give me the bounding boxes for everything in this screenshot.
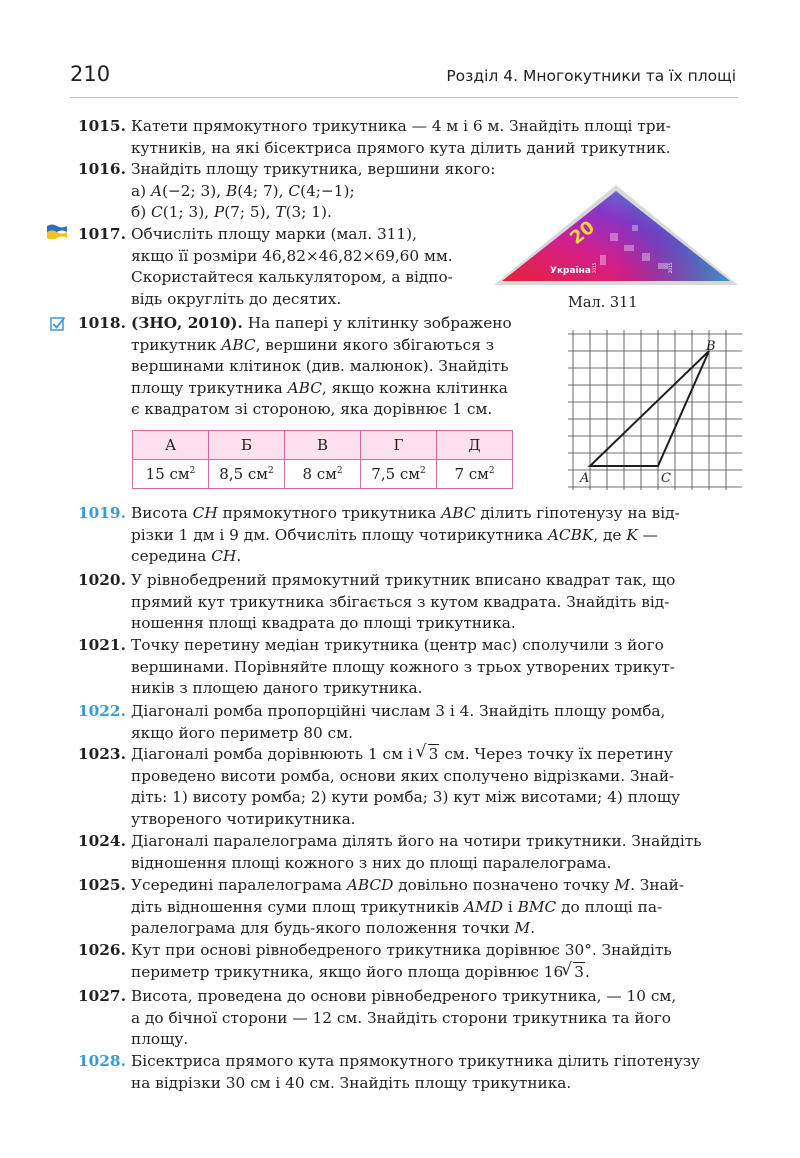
chapter-title: Розділ 4. Многокутники та їх площі (446, 67, 736, 85)
problem-text-line: різки 1 дм і 9 дм. Обчисліть площу чотирикутника ACBK, де K — (131, 525, 658, 544)
problem-text-line: Точку перетину медіан трикутника (центр мас) сполучили з його (131, 636, 664, 654)
problem-1027 (78, 986, 738, 1051)
header-divider (70, 97, 738, 98)
problem-number: 1015. (78, 117, 126, 135)
problem-text-line: Усередині паралелограма ABCD довільно позначено точку M. Знай- (131, 876, 684, 894)
problem-text-line: трикутник ABC, вершини якого збігаються з (131, 335, 495, 354)
problem-text-line: Бісектриса прямого кута прямокутного трикутника ділить гіпотенузу (131, 1052, 701, 1070)
answer-option-value: 15 $см^2$ (133, 460, 209, 489)
vertex-label-a: A (580, 471, 590, 486)
problem-text-line: Обчисліть площу марки (мал. 311), (131, 225, 417, 243)
problem-number: 1028. (78, 1052, 126, 1070)
problem-text-line: відь округліть до десятих. (131, 289, 342, 308)
grid-triangle-figure (566, 330, 744, 490)
problem-text-line: ношення площі квадрата до площі трикутника. (131, 614, 516, 632)
problem-text-line: а до бічної сторони — 12 см. Знайдіть сторони трикутника та його (131, 1008, 671, 1027)
problem-text-line: середина CH. (131, 547, 242, 565)
answer-option-header: А (133, 431, 209, 460)
problem-text-line: якщо його периметр 80 см. (131, 723, 353, 742)
problem-text-line: Висота CH прямокутного трикутника ABC ділить гіпотенузу на від- (131, 504, 680, 522)
problem-1015 (78, 116, 738, 159)
problem-text-line: периметр трикутника, якщо його площа дорівнює 16√ 3. (131, 962, 738, 984)
problem-text-line: Знайдіть площу трикутника, вершини якого: (131, 160, 496, 178)
problem-text-line: вершинами. Порівняйте площу кожного з трьох утворених трикут- (131, 657, 675, 676)
problem-text-line: є квадратом зі стороною, яка дорівнює 1 см. (131, 400, 493, 418)
problem-number: 1022. (78, 702, 126, 720)
page-number: 210 (70, 62, 111, 86)
sqrt-symbol: √ 3 (563, 963, 585, 981)
stamp-denomination: 20 (566, 216, 599, 249)
problem-1019 (78, 503, 738, 568)
problem-text-line: а) A(−2; 3), B(4; 7), C(4;−1); (131, 181, 355, 200)
figure-caption: Мал. 311 (568, 295, 638, 311)
problem-1017 (78, 224, 478, 310)
problem-1021 (78, 635, 738, 700)
problem-number: 1024. (78, 832, 126, 850)
checkbox-icon (50, 316, 66, 332)
problem-text-line: вершинами клітинок (див. малюнок). Знайдіть (131, 357, 509, 375)
problem-1022 (78, 701, 738, 744)
problem-number: 1021. (78, 636, 126, 654)
stamp-year-left: 2015 (592, 262, 597, 273)
answer-option-header: Б (209, 431, 285, 460)
problem-text-line: Діагоналі ромба пропорційні числам 3 і 4. Знайдіть площу ромба, (131, 702, 666, 720)
problem-text-line: площу. (131, 1030, 189, 1048)
problem-text-line: (ЗНО, 2010). На папері у клітинку зображено (131, 314, 512, 332)
answer-option-header: В (285, 431, 361, 460)
problem-text-line: Діагоналі паралелограма ділять його на чотири трикутники. Знайдіть (131, 832, 702, 850)
problem-number: 1018. (78, 314, 126, 332)
stamp-country: Україна (550, 266, 591, 276)
problem-1028 (78, 1051, 738, 1094)
answer-option-header: Д (437, 431, 513, 460)
table-row (133, 460, 513, 489)
problem-text-line: ників з площею даного трикутника. (131, 679, 423, 697)
problem-number: 1019. (78, 504, 126, 522)
vertex-label-c: C (661, 471, 671, 486)
problem-text-line: Діагоналі ромба дорівнюють 1 см і √ 3 см. Через точку їх перетину (131, 744, 738, 766)
ukraine-flag-icon (46, 223, 68, 241)
problem-text-line: проведено висоти ромба, основи яких сполучено відрізками. Знай- (131, 766, 675, 785)
problem-number: 1025. (78, 876, 126, 894)
answer-option-value: 7 $см^2$ (437, 460, 513, 489)
problem-number: 1016. (78, 160, 126, 178)
vertex-label-b: B (706, 339, 716, 354)
stamp-year-right: 2015 (668, 262, 673, 273)
problem-text-line: якщо її розміри 46,82×46,82×69,60 мм. (131, 246, 453, 265)
problem-text-line: Кут при основі рівнобедреного трикутника дорівнює 30°. Знайдіть (131, 941, 672, 959)
problem-text-line: площу трикутника ABC, якщо кожна клітинка (131, 378, 508, 397)
answer-option-header: Г (361, 431, 437, 460)
answer-choices-table (132, 430, 513, 489)
answer-option-value: 7,5 $см^2$ (361, 460, 437, 489)
problem-text-line: Катети прямокутного трикутника — 4 м і 6 м. Знайдіть площі три- (131, 117, 671, 135)
problem-number: 1017. (78, 225, 126, 243)
problem-text-line: діть відношення суми площ трикутників AMD і BMC до площі па- (131, 897, 663, 916)
problem-1023 (78, 744, 738, 830)
table-header-row (133, 431, 513, 460)
problem-text-line: кутників, на які бісектриса прямого кута ділить даний трикутник. (131, 138, 671, 157)
problem-number: 1020. (78, 571, 126, 589)
problem-1018 (78, 313, 548, 421)
problem-text-line: ралелограма для будь-якого положення точки M. (131, 919, 536, 937)
problem-1026 (78, 940, 738, 983)
problem-1025 (78, 875, 738, 940)
problem-number: 1027. (78, 987, 126, 1005)
ukraine-postage-stamp-image (492, 183, 740, 289)
problem-text-line: діть: 1) висоту ромба; 2) кути ромба; 3) кут між висотами; 4) площу (131, 788, 681, 806)
problem-text-line: прямий кут трикутника збігається з кутом квадрата. Знайдіть від- (131, 592, 670, 611)
problem-1020 (78, 570, 738, 635)
sqrt-symbol: √ 3 (418, 745, 440, 763)
problem-text-line: У рівнобедрений прямокутний трикутник вписано квадрат так, що (131, 571, 676, 589)
problem-text-line: Скористайтеся калькулятором, а відпо- (131, 268, 453, 286)
problem-text-line: б) C(1; 3), P(7; 5), T(3; 1). (131, 203, 332, 221)
problem-text-line: Висота, проведена до основи рівнобедреного трикутника, — 10 см, (131, 987, 677, 1005)
problem-1016 (78, 159, 498, 224)
answer-option-value: 8,5 $см^2$ (209, 460, 285, 489)
problem-number: 1023. (78, 745, 126, 763)
problem-number: 1026. (78, 941, 126, 959)
problem-text-line: на відрізки 30 см і 40 см. Знайдіть площу трикутника. (131, 1073, 572, 1092)
problem-1024 (78, 831, 738, 874)
problem-text-line: утвореного чотирикутника. (131, 809, 356, 828)
answer-option-value: 8 $см^2$ (285, 460, 361, 489)
problem-text-line: відношення площі кожного з них до площі паралелограма. (131, 853, 612, 872)
